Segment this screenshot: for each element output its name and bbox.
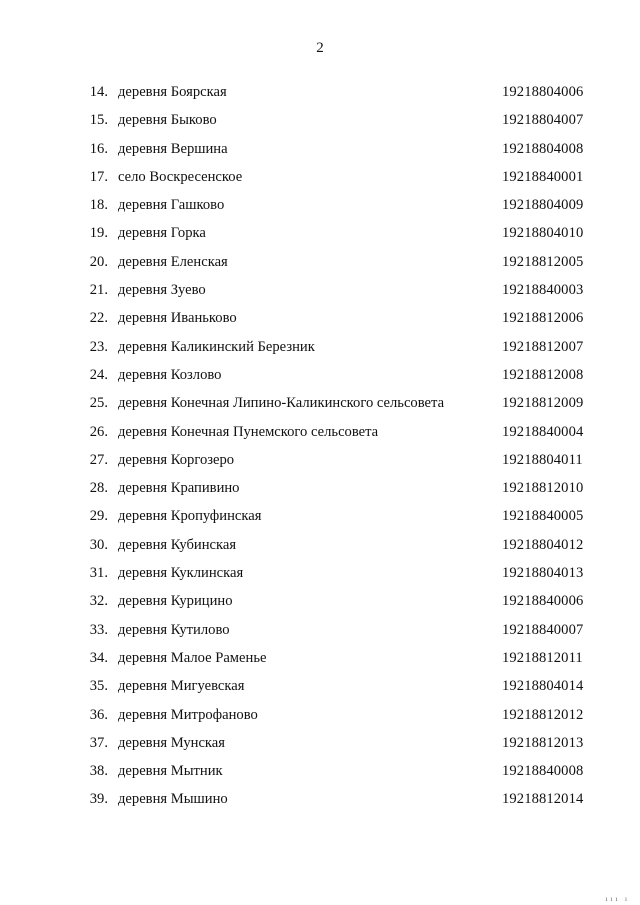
settlement-name: деревня Крапивино: [118, 480, 240, 497]
oktmo-code: 19218804006: [502, 84, 584, 100]
oktmo-code: 19218804013: [502, 565, 584, 582]
item-number: 15.: [89, 112, 108, 129]
oktmo-code: 19218840003: [502, 282, 584, 299]
item-number: 25.: [89, 395, 108, 412]
list-item: [0, 310, 640, 338]
item-number: 35.: [89, 678, 108, 695]
oktmo-code: 19218812010: [502, 480, 584, 497]
oktmo-code: 19218812012: [502, 706, 584, 723]
oktmo-code: 19218804011: [502, 451, 583, 468]
settlement-name: деревня Курицино: [118, 593, 233, 610]
list-item: [0, 622, 640, 650]
item-number: 20.: [89, 253, 108, 270]
item-number: 32.: [89, 593, 108, 610]
settlement-name: деревня Мытник: [118, 763, 223, 780]
settlement-name: деревня Горка: [118, 225, 206, 242]
item-number: 28.: [89, 480, 108, 497]
oktmo-code: 19218840008: [502, 763, 584, 780]
list-item: [0, 565, 640, 593]
settlement-name: деревня Малое Раменье: [118, 649, 267, 666]
settlement-name: деревня Каликинский Березник: [118, 338, 315, 355]
item-number: 39.: [89, 791, 108, 808]
settlement-name: деревня Кропуфинская: [118, 508, 262, 525]
settlement-name: деревня Боярская: [118, 84, 227, 100]
list-item: [0, 339, 640, 367]
item-number: 23.: [89, 338, 108, 355]
list-item: [0, 424, 640, 452]
oktmo-code: 19218840001: [502, 168, 584, 185]
settlement-name: деревня Вершина: [118, 140, 228, 157]
list-item: [0, 537, 640, 565]
list-item: [0, 735, 640, 763]
list-item: [0, 707, 640, 735]
settlement-name: деревня Иваньково: [118, 310, 237, 327]
list-item: [0, 254, 640, 282]
settlement-name: деревня Мышино: [118, 791, 228, 808]
settlement-name: деревня Конечная Липино-Каликинского сельсовета: [118, 395, 445, 412]
settlement-name: деревня Козлово: [118, 366, 222, 383]
settlement-name: деревня Гашково: [118, 197, 225, 214]
list-item: [0, 225, 640, 253]
item-number: 30.: [89, 536, 108, 553]
item-number: 34.: [89, 649, 108, 666]
item-number: 27.: [89, 451, 108, 468]
list-item: [0, 367, 640, 395]
item-number: 18.: [89, 197, 108, 214]
settlement-name: деревня Коргозеро: [118, 451, 235, 468]
settlement-name: деревня Конечная Пунемского сельсовета: [118, 423, 379, 440]
oktmo-code: 19218804009: [502, 197, 584, 214]
item-number: 19.: [89, 225, 108, 242]
settlement-name: деревня Зуево: [118, 282, 206, 299]
settlement-name: деревня Митрофаново: [118, 706, 258, 723]
oktmo-code: 19218840007: [502, 621, 584, 638]
settlement-name: деревня Кубинская: [118, 536, 237, 553]
item-number: 33.: [89, 621, 108, 638]
list-item: [0, 141, 640, 169]
oktmo-code: 19218804008: [502, 140, 584, 157]
item-number: 26.: [89, 423, 108, 440]
list-item: [0, 112, 640, 140]
oktmo-code: 19218840004: [502, 423, 584, 440]
item-number: 17.: [89, 168, 108, 185]
settlement-name: деревня Мигуевская: [118, 678, 245, 695]
list-item: [0, 84, 640, 112]
oktmo-code: 19218812006: [502, 310, 584, 327]
item-number: 24.: [89, 366, 108, 383]
list-item: [0, 197, 640, 225]
oktmo-code: 19218840006: [502, 593, 584, 610]
oktmo-code: 19218812008: [502, 366, 584, 383]
list-item: [0, 169, 640, 197]
list-item: [0, 480, 640, 508]
list-item: [0, 791, 640, 819]
item-number: 37.: [89, 734, 108, 751]
item-number: 22.: [89, 310, 108, 327]
item-number: 21.: [89, 282, 108, 299]
oktmo-code: 19218812011: [502, 649, 583, 666]
oktmo-code: 19218804007: [502, 112, 584, 129]
list-item: [0, 508, 640, 536]
list-item: [0, 452, 640, 480]
oktmo-code: 19218804012: [502, 536, 584, 553]
settlement-name: село Воскресенское: [118, 168, 243, 185]
settlement-list: [0, 84, 640, 820]
item-number: 14.: [89, 84, 108, 100]
item-number: 29.: [89, 508, 108, 525]
settlement-name: деревня Мунская: [118, 734, 225, 751]
list-item: [0, 678, 640, 706]
oktmo-code: 19218804010: [502, 225, 584, 242]
oktmo-code: 19218812014: [502, 791, 584, 808]
oktmo-code: 19218812005: [502, 253, 584, 270]
oktmo-code: 19218840005: [502, 508, 584, 525]
list-item: [0, 763, 640, 791]
oktmo-code: 19218812009: [502, 395, 584, 412]
list-item: [0, 395, 640, 423]
settlement-name: деревня Куклинская: [118, 565, 244, 582]
settlement-name: деревня Еленская: [118, 253, 228, 270]
page-number: 2: [316, 40, 324, 56]
list-item: [0, 593, 640, 621]
item-number: 38.: [89, 763, 108, 780]
footer-mark: ııı ı: [605, 895, 630, 903]
settlement-name: деревня Кутилово: [118, 621, 230, 638]
oktmo-code: 19218812007: [502, 338, 584, 355]
oktmo-code: 19218812013: [502, 734, 584, 751]
settlement-name: деревня Быково: [118, 112, 217, 129]
item-number: 31.: [89, 565, 108, 582]
list-item: [0, 282, 640, 310]
oktmo-code: 19218804014: [502, 678, 584, 695]
item-number: 36.: [89, 706, 108, 723]
item-number: 16.: [89, 140, 108, 157]
list-item: [0, 650, 640, 678]
